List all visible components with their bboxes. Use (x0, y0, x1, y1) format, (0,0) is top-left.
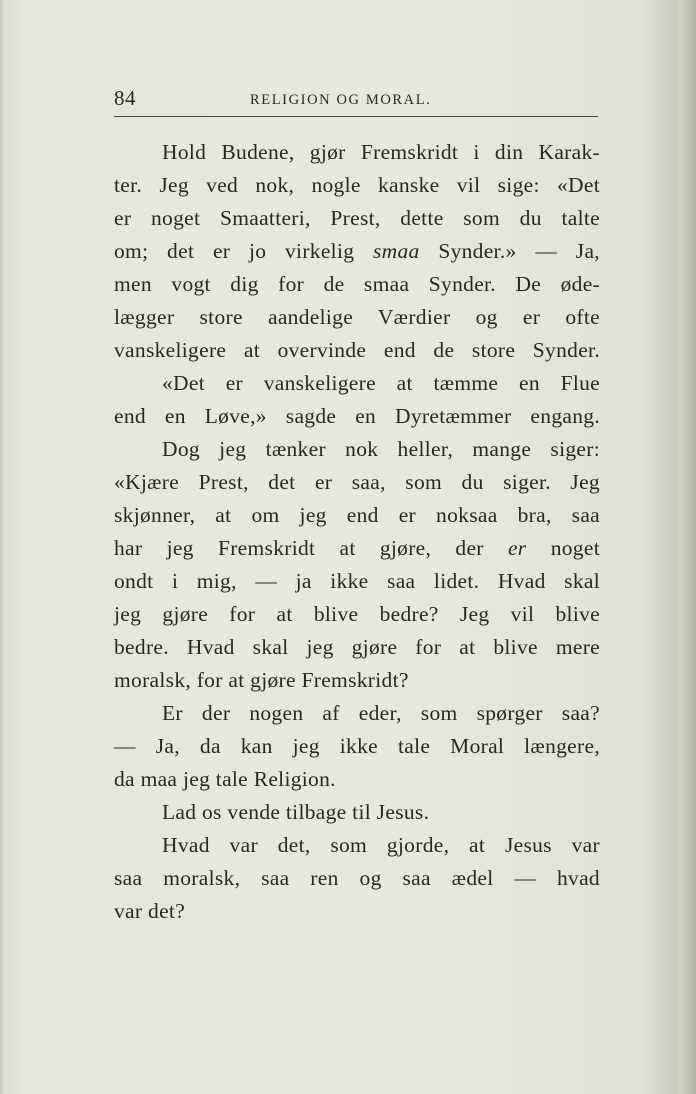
text-line: ter. Jeg ved nok, nogle kanske vil sige: «Det (114, 173, 600, 197)
page-header (114, 86, 598, 117)
text-segment: Synder.» — Ja, (438, 239, 600, 263)
text-line: er noget Smaatteri, Prest, dette som du talte (114, 206, 600, 230)
text-line: «Det er vanskeligere at tæmme en Flue (162, 371, 600, 395)
text-line: da maa jeg tale Religion. (114, 767, 336, 791)
running-head: RELIGION OG MORAL. (250, 92, 432, 108)
text-line (114, 235, 600, 268)
text-line: var det? (114, 899, 186, 923)
text-line: bedre. Hvad skal jeg gjøre for at blive mere (114, 635, 600, 659)
text-segment: noget (550, 536, 600, 560)
text-line: Hvad var det, som gjorde, at Jesus var (162, 833, 600, 857)
text-segment: har jeg Fremskridt at gjøre, der (114, 536, 484, 560)
text-line: Dog jeg tænker nok heller, mange siger: (162, 437, 600, 461)
page-left-edge (0, 0, 4, 1094)
text-line: moralsk, for at gjøre Fremskridt? (114, 668, 409, 692)
italic-word: er (507, 536, 527, 560)
text-line: skjønner, at om jeg end er noksaa bra, saa (114, 503, 600, 527)
page-number: 84 (114, 86, 136, 110)
text-line (114, 532, 600, 565)
text-line: lægger store aandelige Værdier og er ofte (114, 305, 600, 329)
text-segment: om; det er jo virkelig (114, 239, 355, 263)
text-line: Lad os vende tilbage til Jesus. (162, 800, 430, 824)
italic-word: smaa (373, 239, 420, 263)
body-text (114, 136, 600, 928)
text-line: «Kjære Prest, det er saa, som du siger. Jeg (114, 470, 600, 494)
text-line: saa moralsk, saa ren og saa ædel — hvad (114, 866, 600, 890)
page-right-edge (678, 0, 696, 1094)
text-line: jeg gjøre for at blive bedre? Jeg vil blive (114, 602, 600, 626)
text-line: men vogt dig for de smaa Synder. De øde- (114, 272, 600, 296)
text-line: ondt i mig, — ja ikke saa lidet. Hvad skal (114, 569, 600, 593)
text-line: end en Løve,» sagde en Dyretæmmer engang. (114, 404, 600, 428)
text-line: vanskeligere at overvinde end de store Synder. (114, 338, 600, 362)
text-line: — Ja, da kan jeg ikke tale Moral længere, (114, 734, 600, 758)
text-line: Er der nogen af eder, som spørger saa? (162, 701, 600, 725)
text-line: Hold Budene, gjør Fremskridt i din Karak- (162, 140, 600, 164)
